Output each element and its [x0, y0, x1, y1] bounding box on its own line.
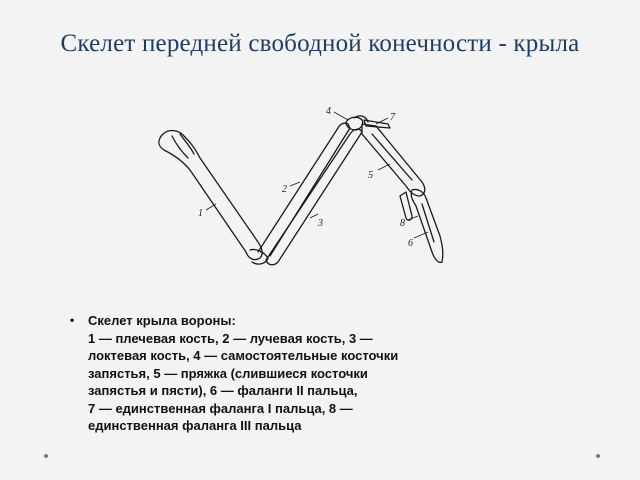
digit-two-phalanges: [411, 189, 443, 262]
caption-line: 7 — единственная фаланга I пальца, 8 —: [88, 400, 353, 416]
wing-skeleton-drawing: [150, 100, 470, 280]
radius-bone: [258, 123, 350, 256]
leader-line-5: [378, 164, 390, 170]
figure-label-4: 4: [326, 106, 331, 117]
slide-corner-dot: [44, 454, 48, 458]
caption-text: [70, 312, 558, 435]
leader-line-2: [290, 182, 300, 186]
figure-label-8: 8: [400, 218, 405, 229]
figure-label-5: 5: [368, 170, 373, 181]
carpometacarpus-bone: [362, 124, 425, 196]
caption-line: единственная фаланга III пальца: [88, 418, 302, 433]
bullet-marker: •: [70, 313, 75, 327]
digit-three-phalanx: [400, 192, 412, 220]
humerus-bone: [159, 131, 262, 260]
digit-one-phalanx: [364, 120, 390, 128]
figure-label-3: 3: [318, 218, 323, 229]
caption-line: локтевая кость, 4 — самостоятельные косточки: [88, 348, 399, 363]
ulna-bone: [266, 129, 362, 265]
figure-label-7: 7: [390, 112, 395, 123]
figure-label-2: 2: [282, 184, 287, 195]
caption-line: запястья и пясти), 6 — фаланги II пальца,: [88, 383, 358, 398]
wing-skeleton-figure: [150, 100, 470, 280]
leader-line-8: [408, 216, 418, 220]
caption-line: 1 — плечевая кость, 2 — лучевая кость, 3 —: [88, 330, 373, 346]
leader-line-4: [334, 112, 348, 120]
leader-line-3: [310, 214, 318, 218]
slide-corner-dot: [596, 454, 600, 458]
figure-label-6: 6: [408, 238, 413, 249]
slide-title: Скелет передней свободной конечности - крыла: [60, 30, 580, 57]
caption-line: Скелет крыла вороны:: [88, 313, 236, 328]
caption-line: запястья, 5 — пряжка (слившиеся косточки: [88, 365, 368, 381]
elbow-joint: [250, 249, 268, 264]
figure-label-1: 1: [198, 208, 203, 219]
